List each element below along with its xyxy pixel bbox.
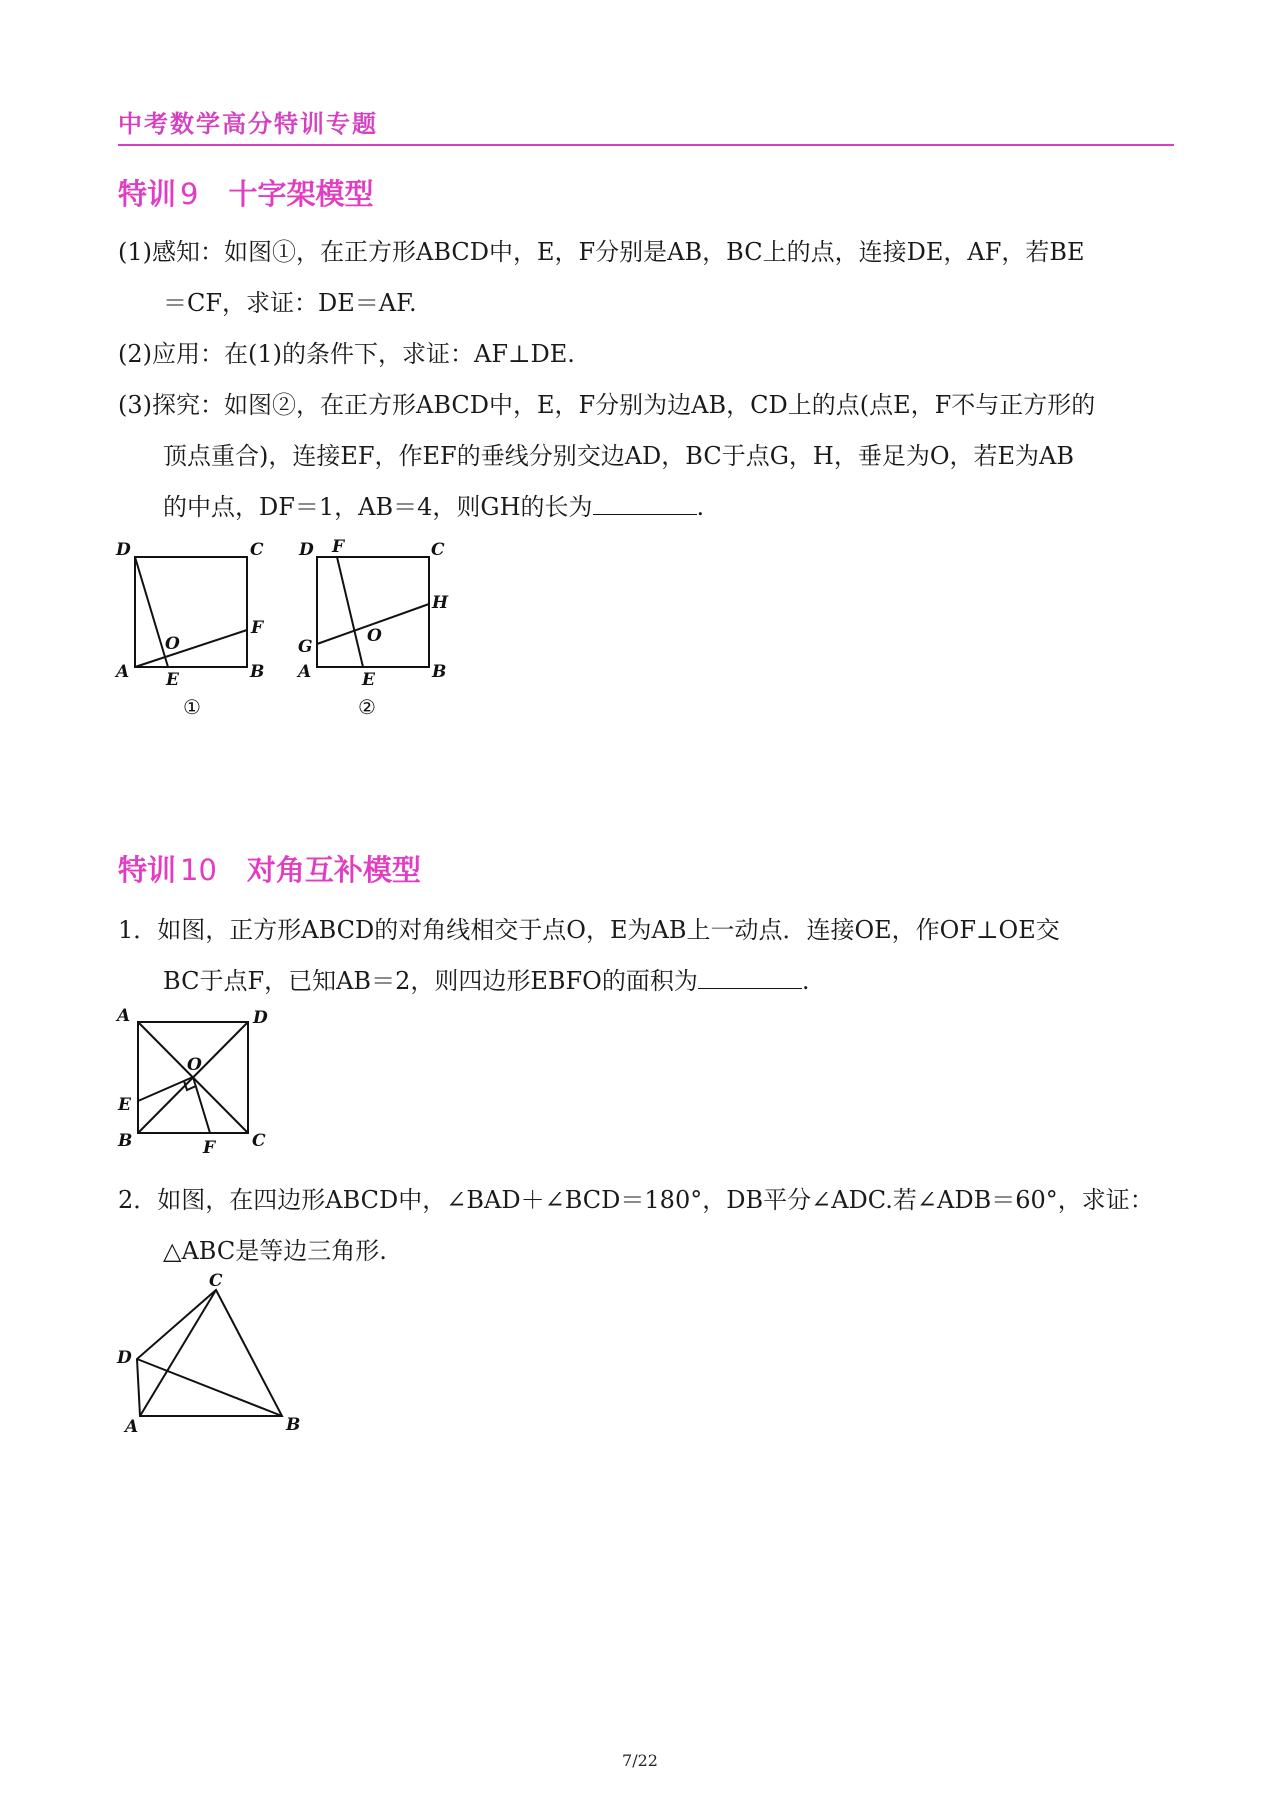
page-number: 7/22 xyxy=(622,1751,658,1770)
section-9-number: 9 xyxy=(180,177,199,211)
fig2-label-o: O xyxy=(367,626,382,646)
s9-line-3: (2)应用：在(1)的条件下，求证：AF⊥DE. xyxy=(118,340,575,368)
s9-line-6-end: . xyxy=(696,493,705,521)
fig1-caption: ① xyxy=(183,695,201,719)
fig2-label-c: C xyxy=(431,540,445,560)
fig1-segment-af xyxy=(135,630,247,667)
fig4-diagonal-ac xyxy=(140,1290,216,1416)
fig1-segment-de xyxy=(135,557,168,667)
fig3-label-c: C xyxy=(252,1131,266,1151)
section-10-name: 对角互补模型 xyxy=(246,853,421,887)
s9-line-6-text: 的中点，DF＝1，AB＝4，则GH的长为 xyxy=(163,493,593,521)
fig3-label-d: D xyxy=(253,1008,268,1028)
fig1-label-b: B xyxy=(250,662,265,682)
fig2-caption: ② xyxy=(358,695,376,719)
fig1-label-f: F xyxy=(251,618,264,638)
fig2-label-g: G xyxy=(298,637,313,657)
section-9-name: 十字架模型 xyxy=(228,177,374,211)
s9-line-4: (3)探究：如图②，在正方形ABCD中，E，F分别为边AB，CD上的点(点E，F不与正方形的 xyxy=(118,391,1096,419)
section-10-number: 10 xyxy=(180,853,217,887)
s9-line-2: ＝CF，求证：DE＝AF. xyxy=(163,289,417,317)
fig2-segment-ef xyxy=(337,557,363,667)
s9-line-6 xyxy=(163,487,704,522)
q2-line-2: △ABC是等边三角形. xyxy=(163,1237,387,1265)
s9-line-1: (1)感知：如图①，在正方形ABCD中，E，F分别是AB，BC上的点，连接DE，AF，若BE xyxy=(118,238,1085,266)
figure-3-square-diagonals xyxy=(115,1006,275,1170)
section-10-label: 特训 xyxy=(118,853,177,887)
figure-4-quadrilateral xyxy=(115,1271,315,1445)
section-10-title xyxy=(118,848,421,889)
section-9-label: 特训 xyxy=(118,177,177,211)
answer-blank-gh[interactable] xyxy=(593,492,697,515)
q2-line-1: 2．如图，在四边形ABCD中，∠BAD＋∠BCD＝180°，DB平分∠ADC.若∠ADB＝60°，求证： xyxy=(118,1186,1154,1214)
fig4-label-b: B xyxy=(286,1415,301,1435)
page-header-title: 中考数学高分特训专题 xyxy=(118,109,378,138)
fig2-label-d: D xyxy=(299,540,314,560)
fig3-label-o: O xyxy=(187,1055,202,1075)
figure-1-square-cross xyxy=(115,540,275,720)
fig3-segment-oe xyxy=(138,1077,193,1101)
answer-blank-area[interactable] xyxy=(698,966,802,989)
fig2-label-h: H xyxy=(432,593,449,613)
fig4-label-c: C xyxy=(209,1271,223,1291)
section-9-title xyxy=(118,172,373,213)
fig2-square xyxy=(317,557,429,667)
fig1-label-o: O xyxy=(165,634,180,654)
fig3-label-b: B xyxy=(118,1131,133,1151)
fig3-label-a: A xyxy=(117,1006,131,1026)
fig3-label-e: E xyxy=(118,1095,131,1115)
fig2-label-a: A xyxy=(298,662,312,682)
fig2-label-b: B xyxy=(432,662,447,682)
fig1-label-a: A xyxy=(116,662,130,682)
fig4-quadrilateral-abcd xyxy=(137,1290,282,1416)
q1-line-1: 1．如图，正方形ABCD的对角线相交于点O，E为AB上一动点．连接OE，作OF⊥OE交 xyxy=(118,916,1060,944)
fig2-label-f: F xyxy=(332,537,345,557)
fig1-label-e: E xyxy=(166,670,179,690)
s9-line-5: 顶点重合)，连接EF，作EF的垂线分别交边AD，BC于点G，H，垂足为O，若E为AB xyxy=(163,442,1074,470)
fig1-label-c: C xyxy=(250,540,264,560)
fig3-label-f: F xyxy=(203,1138,216,1158)
header-divider xyxy=(118,144,1174,146)
fig4-label-a: A xyxy=(125,1417,139,1437)
fig4-label-d: D xyxy=(117,1348,132,1368)
q1-line-2-text: BC于点F，已知AB＝2，则四边形EBFO的面积为 xyxy=(163,967,698,995)
fig4-diagonal-bd xyxy=(137,1359,282,1416)
figure-2-square-cross xyxy=(295,537,465,720)
fig2-label-e: E xyxy=(362,670,375,690)
fig1-label-d: D xyxy=(116,540,131,560)
q1-line-2 xyxy=(163,961,809,996)
q1-line-2-end: . xyxy=(801,967,810,995)
